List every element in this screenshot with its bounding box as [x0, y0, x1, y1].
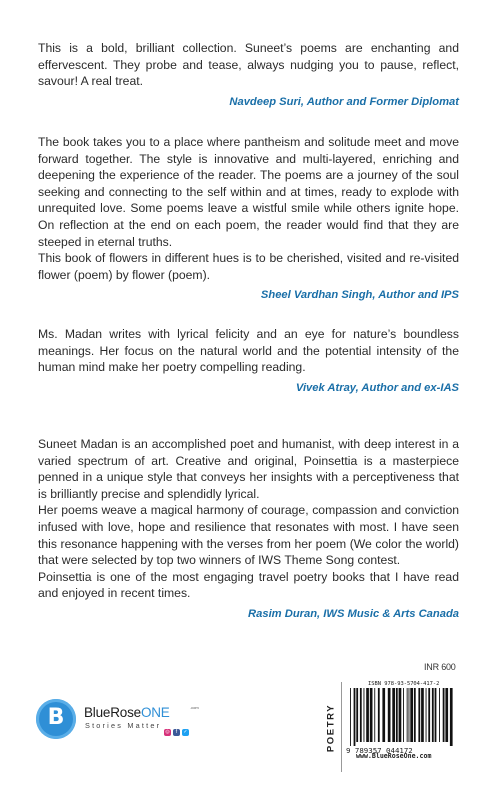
barcode-bar [399, 688, 402, 742]
review-2 [38, 134, 459, 304]
publisher-logo [36, 699, 199, 739]
review-4-text-3: Poinsettia is one of the most engaging travel poetry books that I have read and enjoyed in recent times. [38, 569, 459, 601]
barcode-bar [370, 688, 373, 742]
barcode-bar [432, 688, 434, 742]
isbn-label: ISBN 978-93-5704-417-2 [368, 681, 440, 687]
barcode-bar [443, 688, 445, 742]
barcode-bar [445, 688, 448, 742]
barcode-bar [418, 688, 420, 742]
review-2-text-1: The book takes you to a place where pantheism and solitude meet and move forward together. The style is innovative and multi-layered, enriching and deepening the experience of the reader. The poems are a journey of the soul seeking and connecting to the self within and at times, ready to explode with unrequited love. Some poems leave a wistful smile while others ignite hope. On reflection at the end on each poem, the reader would find that they are steeped in eternal truths. [38, 135, 459, 249]
barcode-bar [435, 688, 437, 742]
barcode-bar [366, 688, 369, 742]
barcode-bar [407, 688, 408, 742]
review-3 [38, 326, 459, 396]
publisher-domain-suffix: .com [190, 705, 199, 710]
barcode-bar [392, 688, 395, 742]
review-3-attribution: Vivek Atray, Author and ex-IAS [295, 381, 459, 394]
barcode-bar [360, 688, 362, 742]
review-4-text-2: Her poems weave a magical harmony of courage, compassion and conviction infused with love, hope and resilience that resonates with most. I have seen this resonance happening with the verses from her poem (We color the world) that were selected by top two winners of IWS Theme Song contest. [38, 503, 459, 568]
barcode-bar [421, 688, 424, 742]
logo-letter: B [47, 705, 65, 730]
barcode-bar [403, 688, 404, 742]
publisher-tagline: Stories Matter [85, 721, 162, 730]
review-2-attribution: Sheel Vardhan Singh, Author and IPS [260, 289, 459, 302]
review-2-text-2: This book of flowers in different hues is to be cherished, visited and re-visited flower (poem) by flower (poem). [38, 251, 459, 282]
barcode-icon [346, 688, 458, 746]
barcode-number: 9 789357 044172 [346, 746, 413, 755]
barcode-bar [354, 688, 356, 746]
bluerose-logo-icon [36, 699, 76, 739]
publisher-name-part1: BlueRose [84, 705, 141, 720]
barcode-bar [426, 688, 427, 742]
website-url: www.BlueRoseOne.com [356, 752, 432, 760]
review-4 [38, 436, 459, 623]
price-label: INR 600 [424, 662, 456, 672]
barcode-bar [409, 688, 410, 742]
barcode-bar [410, 688, 413, 742]
publisher-name [84, 705, 170, 720]
facebook-icon: f [173, 729, 180, 736]
barcode-bar [350, 688, 351, 746]
barcode-bar [378, 688, 380, 742]
genre-label: POETRY [325, 703, 337, 753]
barcode-bar [388, 688, 391, 742]
barcode-bar [428, 688, 430, 742]
review-1-text: This is a bold, brilliant collection. Suneet’s poems are enchanting and effervescent. They probe and tease, always nudging you to pause, reflect, savour! A real treat. [38, 41, 459, 89]
divider [341, 682, 342, 772]
barcode-bar [414, 688, 416, 742]
instagram-icon: ◎ [165, 729, 170, 735]
review-1 [38, 40, 459, 110]
barcode-bar [356, 688, 358, 742]
review-1-attribution: Navdeep Suri, Author and Former Diplomat [229, 95, 459, 108]
review-4-attribution: Rasim Duran, IWS Music & Arts Canada [248, 607, 459, 620]
review-3-text: Ms. Madan writes with lyrical felicity and an eye for nature’s boundless meanings. Her focus on the natural world and the potential intensity of the human mind make her poetry compelling reading. [38, 327, 459, 375]
social-icons [164, 729, 189, 736]
twitter-icon: ✓ [183, 729, 188, 735]
barcode-bar [439, 688, 440, 742]
publisher-name-part2: ONE [140, 705, 170, 720]
barcode-bar [382, 688, 385, 742]
review-4-text-1: Suneet Madan is an accomplished poet and humanist, with deep interest in a varied spectrum of art. Creative and original, Poinsettia is a masterpiece penned in a unique style that conveys her insights with a perceptiveness that is brilliantly precise and splendidly lyrical. [38, 437, 459, 501]
barcode-bar [450, 688, 453, 746]
barcode-bar [396, 688, 398, 742]
barcode-bar [374, 688, 375, 742]
barcode-bar [364, 688, 365, 742]
